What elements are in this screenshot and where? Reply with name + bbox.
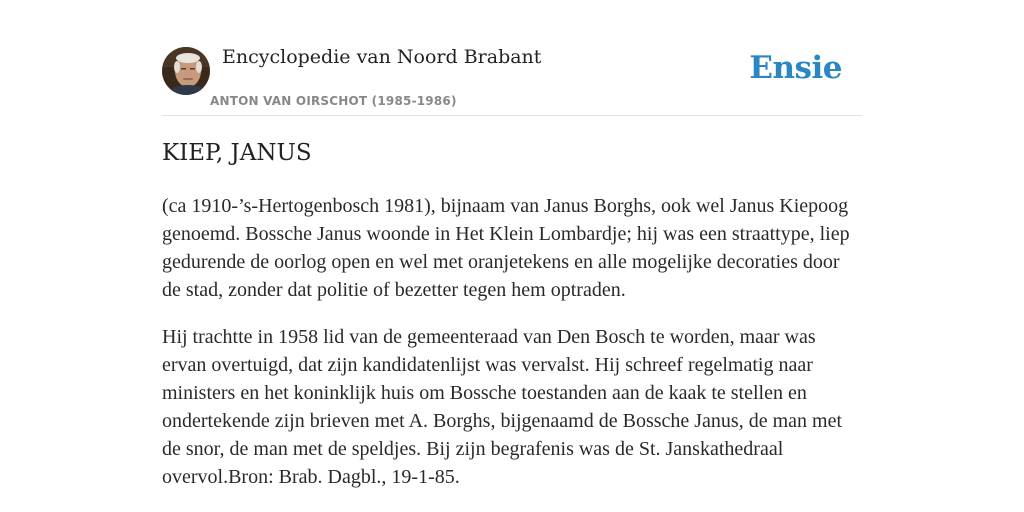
author-name[interactable]: ANTON VAN OIRSCHOT (1985-1986) — [210, 94, 457, 108]
header-divider — [162, 115, 862, 116]
author-portrait-icon — [162, 47, 210, 95]
source-title[interactable]: Encyclopedie van Noord Brabant — [222, 46, 542, 68]
paragraph: (ca 1910-’s-Hertogenbosch 1981), bijnaam van Janus Borghs, ook wel Janus Kiepoog genoemd. Bossche Janus woonde in Het Klein Lombardje; hij was een straattype, liep gedurende de oorlog open en wel met oranjetekens en alle mogelijke decoraties door de stad, zonder dat politie of bezetter tegen hem optraden. — [162, 195, 850, 301]
author-avatar[interactable] — [162, 47, 210, 95]
entry-title: KIEP, JANUS — [162, 140, 312, 166]
header — [162, 46, 862, 116]
brand-logo[interactable]: Ensie — [749, 50, 842, 86]
entry-content — [162, 192, 862, 510]
paragraph: Hij trachtte in 1958 lid van de gemeenteraad van Den Bosch te worden, maar was ervan overtuigd, dat zijn kandidatenlijst was vervalst. Hij schreef regelmatig naar ministers en het koninklijk huis om Bossche toestanden aan de kaak te stellen en ondertekende zijn brieven met A. Borghs, bijgenaamd de Bossche Janus, de man met de snor, de man met de speldjes. Bij zijn begrafenis was de St. Janskathedraal overvol.Bron: Brab. Dagbl., 19-1-85. — [162, 326, 843, 488]
